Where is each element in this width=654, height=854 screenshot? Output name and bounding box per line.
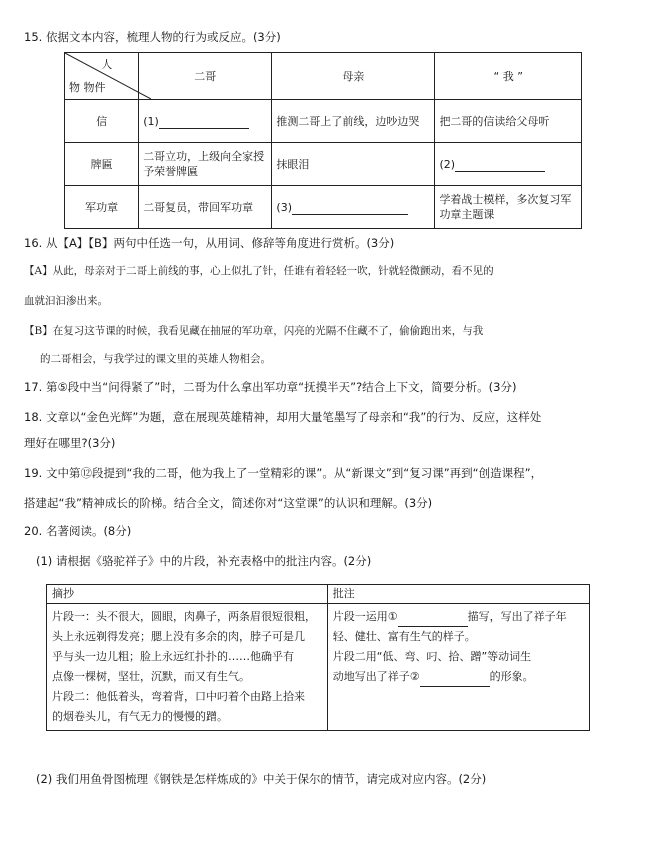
header-person: 人 (101, 58, 113, 71)
q19-line1: 19. 文中第⑫段提到“我的二哥，他为我上了一堂精彩的课”。从“新课文”到“复习课”再到“创造课程”， (24, 466, 543, 480)
table-row (65, 100, 582, 143)
note-line (333, 607, 584, 627)
excerpt-cell (47, 604, 328, 731)
row-mother: 推测二哥上了前线，边吵边哭 (272, 100, 435, 143)
note-text: 描写，写出了祥子年 (467, 610, 567, 623)
diagonal-header-cell (65, 53, 139, 100)
excerpt-line: 的烟卷头儿，有气无力的慢慢的蹭。 (52, 710, 228, 723)
note-line: 片段二用“低、弯、叼、拾、蹭”等动词生 (332, 650, 532, 663)
q19-line2: 搭建起“我”精神成长的阶梯。结合全文，简述你对“这堂课”的认识和理解。(3分) (24, 496, 433, 510)
note-text: 动地写出了祥子② (332, 670, 420, 683)
q18-line1: 18. 文章以“金色光辉”为题，意在展现英雄精神，却用大量笔墨写了母亲和“我”的行为、反应，这样处 (24, 410, 542, 424)
answer-blank-2[interactable] (455, 159, 545, 172)
excerpt-line: 点像一棵树，坚壮，沉默，而又有生气。 (52, 670, 250, 683)
note-line: 轻、健壮、富有生气的样子。 (332, 630, 476, 643)
answer-blank-3[interactable] (292, 202, 408, 215)
row-brother: 二哥立功，上级向全家授予荣誉牌匾 (139, 143, 272, 186)
col-me: “ 我 ” (435, 53, 582, 100)
col-brother: 二哥 (139, 53, 272, 100)
excerpt-line: 片段一：头不很大，圆眼，肉鼻子，两条眉很短很粗， (52, 610, 316, 623)
q16-b-line2: 的二哥相会，与我学过的课文里的英雄人物相会。 (40, 353, 271, 365)
q20-sub2: (2) 我们用鱼骨图梳理《钢铁是怎样炼成的》中关于保尔的情节，请完成对应内容。(2分) (36, 772, 487, 786)
answer-cell-1[interactable] (139, 100, 272, 143)
blank-label: (2) (439, 157, 456, 171)
col-mother: 母亲 (272, 53, 435, 100)
answer-cell-3[interactable] (272, 186, 435, 229)
q20-sub1: (1) 请根据《骆驼祥子》中的片段，补充表格中的批注内容。(2分) (36, 554, 372, 568)
answer-blank-1[interactable] (159, 116, 249, 129)
q16-a-line1: 【A】从此，母亲对于二哥上前线的事，心上似扎了针，任谁有着轻轻一吹，针就轻微颤动，看不见的 (24, 265, 494, 277)
note-text: 的形象。 (489, 670, 534, 683)
row-mother: 抹眼泪 (272, 143, 435, 186)
q16-title: 16. 从【A】【B】两句中任选一句，从用词、修辞等角度进行赏析。(3分) (24, 236, 395, 250)
row-brother: 二哥复员，带回军功章 (139, 186, 272, 229)
col-excerpt: 摘抄 (47, 585, 328, 604)
row-me: 把二哥的信读给父母听 (435, 100, 582, 143)
q18-line2: 理好在哪里?(3分) (24, 436, 116, 450)
row-object: 信 (65, 100, 139, 143)
answer-cell-2[interactable] (435, 143, 582, 186)
q20-annotation-table (46, 584, 590, 731)
excerpt-line: 片段二：他低着头，弯着背，口中叼着个由路上拾来 (52, 690, 305, 703)
q17-text: 17. 第⑤段中当“问得紧了”时，二哥为什么拿出军功章“抚摸半天”?结合上下文，简要分析。(3分) (24, 380, 517, 394)
table-header-row (65, 53, 582, 100)
header-object: 物 物件 (69, 81, 106, 94)
excerpt-line: 乎与头一边儿粗；脸上永远红扑扑的……他确乎有 (52, 650, 294, 663)
note-blank-1[interactable] (398, 614, 468, 627)
q20-title: 20. 名著阅读。(8分) (24, 524, 132, 538)
note-cell (327, 604, 589, 731)
table-row (65, 143, 582, 186)
q16-a-line2: 血就汩汩渗出来。 (24, 295, 108, 307)
table-row (47, 604, 590, 731)
row-me: 学着战士模样，多次复习军功章主题课 (435, 186, 582, 229)
q15-title: 15. 依据文本内容，梳理人物的行为或反应。(3分) (24, 30, 281, 44)
excerpt-line: 头上永远剃得发亮；腮上没有多余的肉，脖子可是几 (52, 630, 305, 643)
blank-label: (1) (143, 114, 159, 128)
row-object: 牌匾 (65, 143, 139, 186)
note-line (333, 667, 584, 687)
note-text: 片段一运用① (332, 610, 398, 623)
note-blank-2[interactable] (420, 674, 490, 687)
blank-label: (3) (276, 200, 292, 214)
col-note: 批注 (327, 585, 589, 604)
table-header-row (47, 585, 590, 604)
row-object: 军功章 (65, 186, 139, 229)
q16-b-line1: 【B】在复习这节课的时候，我看见藏在抽屉的军功章，闪亮的光隔不住藏不了，偷偷跑出来，与我 (24, 325, 484, 337)
q15-table (64, 52, 582, 229)
table-row (65, 186, 582, 229)
